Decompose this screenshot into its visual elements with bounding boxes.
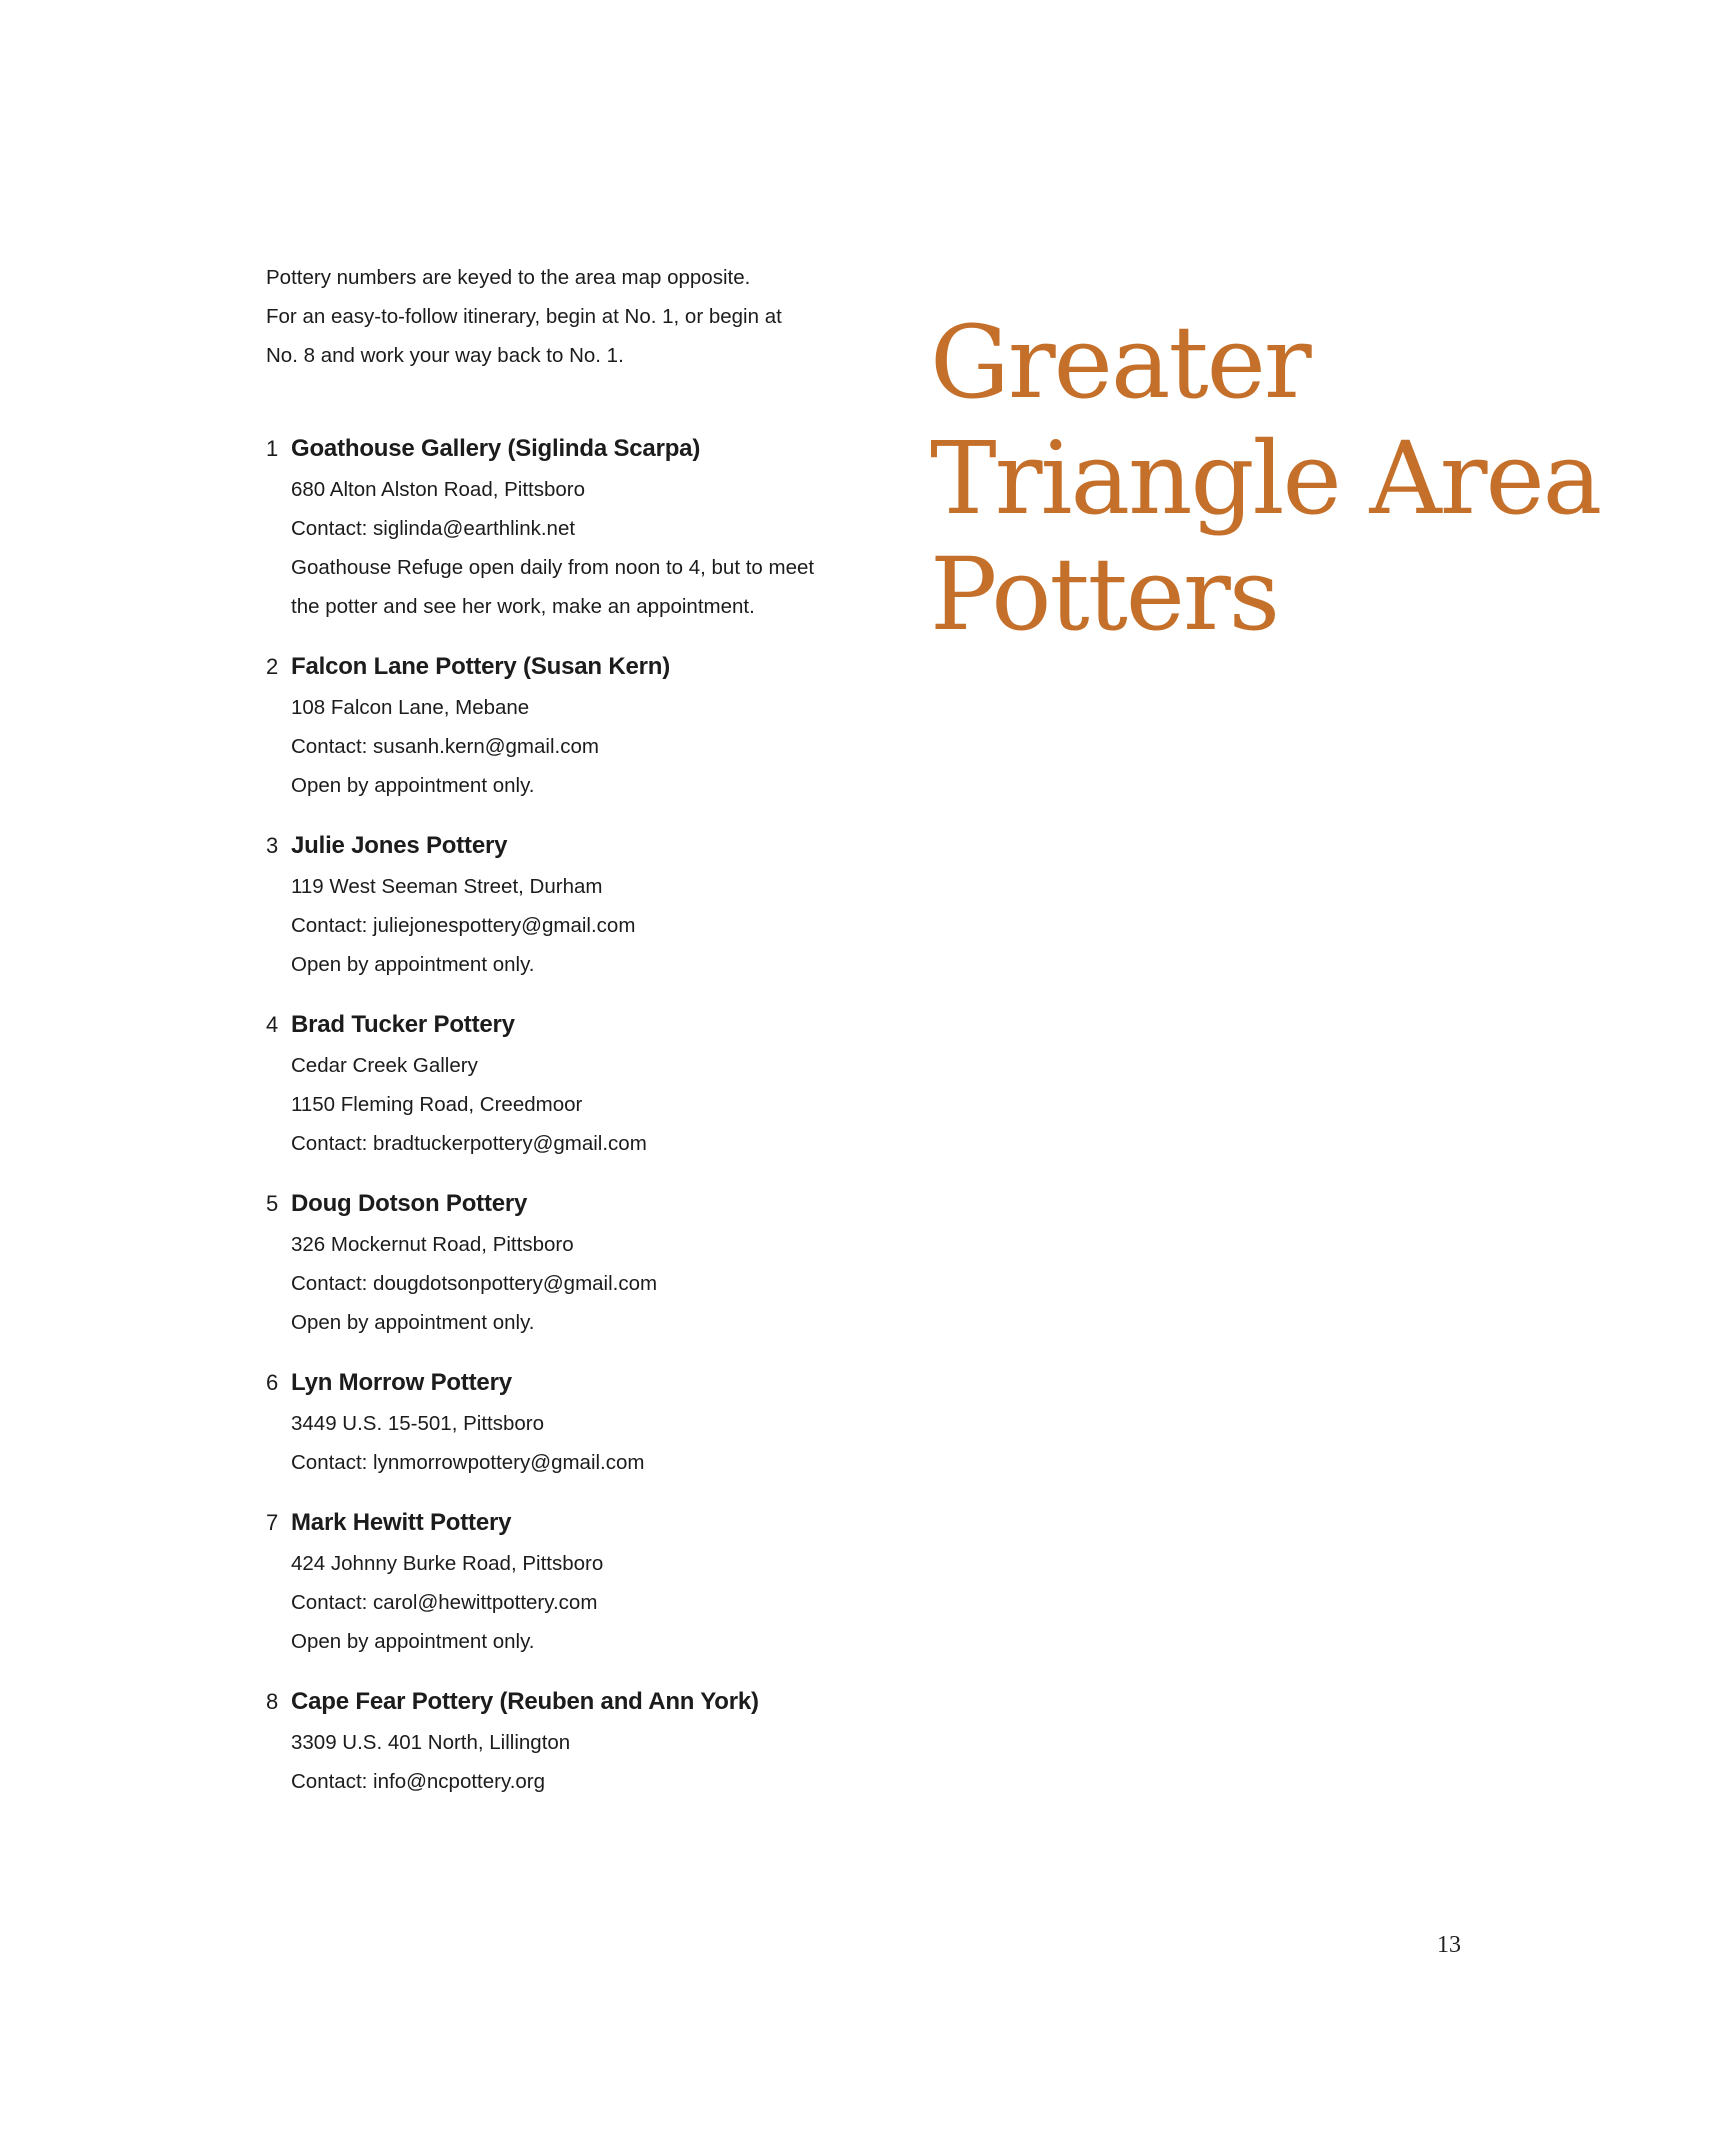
entry-number: 8	[266, 1689, 279, 1714]
entry-heading	[266, 825, 886, 867]
entry-contact: Contact: susanh.kern@gmail.com	[291, 735, 599, 758]
pottery-entry	[266, 1004, 886, 1163]
entry-name: Lyn Morrow Pottery	[291, 1369, 512, 1396]
entry-address: 119 West Seeman Street, Durham	[291, 875, 603, 898]
pottery-entry	[266, 1183, 886, 1342]
entry-name: Goathouse Gallery (Siglinda Scarpa)	[291, 435, 701, 462]
entry-number: 5	[266, 1191, 279, 1216]
pottery-entry	[266, 825, 886, 984]
page-number: 13	[1437, 1932, 1461, 1958]
title-line: Greater	[930, 304, 1310, 421]
entry-address: 1150 Fleming Road, Creedmoor	[291, 1093, 583, 1116]
entry-address: 3309 U.S. 401 North, Lillington	[291, 1731, 571, 1754]
title-line: Potters	[930, 536, 1279, 653]
entry-name: Brad Tucker Pottery	[291, 1011, 515, 1038]
entry-note: Open by appointment only.	[291, 1630, 535, 1653]
intro-line: Pottery numbers are keyed to the area map opposite.	[266, 266, 751, 289]
entry-contact: Contact: info@ncpottery.org	[291, 1770, 546, 1793]
entry-note: the potter and see her work, make an appointment.	[291, 595, 755, 618]
entry-number: 6	[266, 1370, 279, 1395]
entry-note: Open by appointment only.	[291, 774, 535, 797]
entry-venue: Cedar Creek Gallery	[291, 1054, 478, 1077]
intro-paragraph	[266, 258, 886, 375]
pottery-entry	[266, 1681, 886, 1801]
directory-column	[266, 258, 886, 1821]
entry-contact: Contact: siglinda@earthlink.net	[291, 517, 576, 540]
entry-number: 7	[266, 1510, 279, 1535]
entry-contact: Contact: dougdotsonpottery@gmail.com	[291, 1272, 658, 1295]
intro-line: For an easy-to-follow itinerary, begin at No. 1, or begin at	[266, 305, 782, 328]
entry-address: 108 Falcon Lane, Mebane	[291, 696, 530, 719]
entry-heading	[266, 1183, 886, 1225]
entry-note: Goathouse Refuge open daily from noon to 4, but to meet	[291, 556, 815, 579]
entry-name: Julie Jones Pottery	[291, 832, 508, 859]
entry-name: Cape Fear Pottery (Reuben and Ann York)	[291, 1688, 759, 1715]
entry-heading	[266, 1502, 886, 1544]
pottery-entry	[266, 428, 886, 626]
entry-name: Doug Dotson Pottery	[291, 1190, 528, 1217]
entry-contact: Contact: bradtuckerpottery@gmail.com	[291, 1132, 647, 1155]
entry-note: Open by appointment only.	[291, 1311, 535, 1334]
entry-heading	[266, 1004, 886, 1046]
entry-heading	[266, 1362, 886, 1404]
page-title	[930, 305, 1600, 653]
pottery-entry	[266, 1362, 886, 1482]
entry-number: 3	[266, 833, 279, 858]
pottery-entry	[266, 1502, 886, 1661]
entry-heading	[266, 1681, 886, 1723]
entry-name: Mark Hewitt Pottery	[291, 1509, 512, 1536]
entry-note: Open by appointment only.	[291, 953, 535, 976]
entry-contact: Contact: carol@hewittpottery.com	[291, 1591, 598, 1614]
entry-address: 3449 U.S. 15-501, Pittsboro	[291, 1412, 544, 1435]
title-line: Triangle Area	[930, 420, 1601, 537]
entry-name: Falcon Lane Pottery (Susan Kern)	[291, 653, 671, 680]
entry-number: 2	[266, 654, 279, 679]
entry-heading	[266, 646, 886, 688]
entry-address: 326 Mockernut Road, Pittsboro	[291, 1233, 574, 1256]
pottery-entry	[266, 646, 886, 805]
entry-address: 680 Alton Alston Road, Pittsboro	[291, 478, 586, 501]
entry-contact: Contact: lynmorrowpottery@gmail.com	[291, 1451, 645, 1474]
entry-address: 424 Johnny Burke Road, Pittsboro	[291, 1552, 604, 1575]
entry-number: 4	[266, 1012, 279, 1037]
entry-heading	[266, 428, 886, 470]
entry-contact: Contact: juliejonespottery@gmail.com	[291, 914, 636, 937]
intro-line: No. 8 and work your way back to No. 1.	[266, 344, 624, 367]
entry-number: 1	[266, 436, 279, 461]
